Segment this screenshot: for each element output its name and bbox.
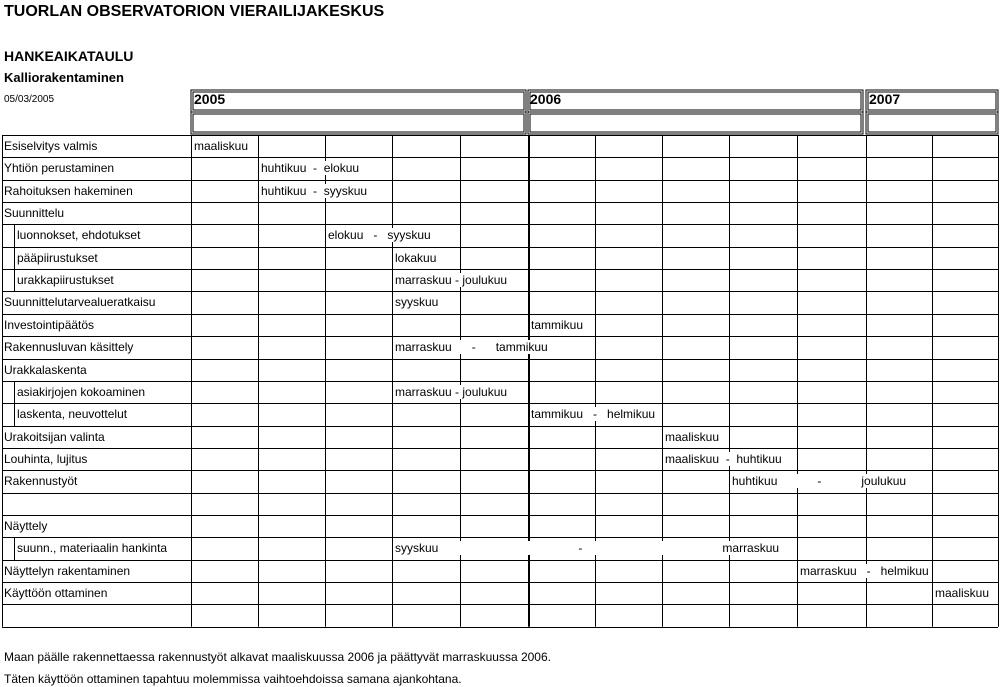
schedule-entry: elokuu - syyskuu <box>328 228 431 243</box>
year-subrow-inner <box>868 114 996 132</box>
row-label: Käyttöön ottaminen <box>4 586 108 600</box>
year-box-inner <box>193 92 524 110</box>
row-label: Urakkalaskenta <box>4 362 87 377</box>
year-subrow <box>866 112 998 134</box>
row-label: laskenta, neuvottelut <box>17 407 128 422</box>
footer-note-1: Maan päälle rakennettaessa rakennustyöt alkavat maaliskuussa 2006 ja päättyvät marraskuussa 2006. <box>4 650 551 664</box>
row-label: Suunnittelu <box>4 206 65 221</box>
row-label: Näyttely <box>4 518 48 533</box>
row-label: Investointipäätös <box>4 317 95 332</box>
row-label: Rakennusluvan käsittely <box>4 340 134 355</box>
row-label: urakkapiirustukset <box>17 273 114 288</box>
row-label: Rakennustyöt <box>4 474 78 489</box>
row-label: Rahoituksen hakeminen <box>4 183 133 198</box>
schedule-entry: huhtikuu - syyskuu <box>261 183 368 198</box>
year-header-2006: 2006 <box>530 91 562 107</box>
schedule-entry: huhtikuu - joulukuu <box>732 474 907 489</box>
year-box <box>528 90 863 112</box>
year-subrow-inner <box>530 114 861 132</box>
row-label: suunn., materiaalin hankinta <box>17 541 168 556</box>
schedule-entry: syyskuu - marraskuu <box>395 541 780 556</box>
row-label: Suunnittelutarvealueratkaisu <box>4 295 156 310</box>
year-subrow <box>528 112 863 134</box>
section-heading: Kalliorakentaminen <box>4 70 124 85</box>
schedule-entry: huhtikuu - elokuu <box>261 161 360 176</box>
schedule-entry: maaliskuu <box>665 429 720 444</box>
row-label: asiakirjojen kokoaminen <box>17 384 146 399</box>
schedule-entry: marraskuu - joulukuu <box>395 384 508 399</box>
row-label: luonnokset, ehdotukset <box>17 228 141 243</box>
row-label: Esiselvitys valmis <box>4 139 98 153</box>
schedule-entry: lokakuu <box>395 250 437 265</box>
schedule-entry: marraskuu - joulukuu <box>395 273 508 288</box>
year-header-2007: 2007 <box>869 91 901 107</box>
schedule-entry: tammikuu - helmikuu <box>531 407 656 422</box>
row-label: pääpiirustukset <box>17 250 98 265</box>
footer-note-2: Täten käyttöön ottaminen tapahtuu molemmissa vaihtoehdoissa samana ajankohtana. <box>4 672 462 686</box>
schedule-entry: maaliskuu - huhtikuu <box>665 451 782 466</box>
row-label: Yhtiön perustaminen <box>4 161 115 176</box>
year-box <box>191 90 526 112</box>
year-subrow <box>191 112 526 134</box>
year-box-inner <box>530 92 861 110</box>
schedule-entry: marraskuu - tammikuu <box>395 340 548 355</box>
schedule-heading: HANKEAIKATAULU <box>4 48 134 64</box>
row-label: Urakoitsijan valinta <box>4 429 105 444</box>
row-label: Näyttelyn rakentaminen <box>4 563 131 578</box>
document-date: 05/03/2005 <box>4 94 55 105</box>
row-label: Louhinta, lujitus <box>4 451 88 466</box>
schedule-entry: maaliskuu <box>194 139 249 153</box>
year-subrow-inner <box>193 114 524 132</box>
year-header-2005: 2005 <box>194 91 226 107</box>
document-title: TUORLAN OBSERVATORION VIERAILIJAKESKUS <box>4 3 385 20</box>
schedule-entry: syyskuu <box>395 295 439 310</box>
schedule-entry: marraskuu - helmikuu <box>800 563 929 578</box>
schedule-entry: maaliskuu <box>935 586 990 600</box>
schedule-entry: tammikuu <box>531 317 584 332</box>
